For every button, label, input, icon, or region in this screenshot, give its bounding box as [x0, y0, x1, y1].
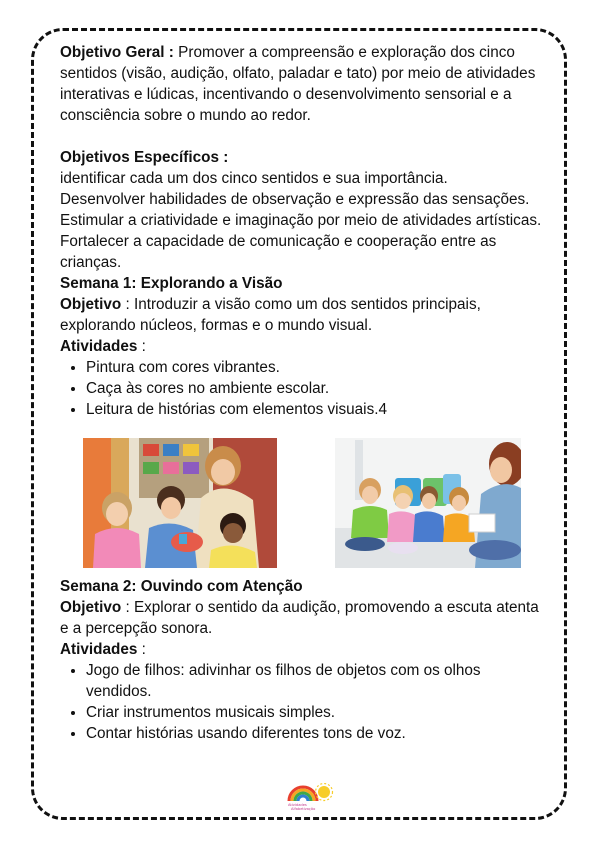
semana1-atividades-label: Atividades — [60, 338, 138, 355]
semana2-atividades-label: Atividades — [60, 641, 138, 658]
photo-reading — [335, 438, 521, 568]
semana1-objetivo-label: Objetivo — [60, 296, 122, 313]
objetivo-especifico-item: Fortalecer a capacidade de comunicação e cooperação entre as crianças. — [60, 233, 497, 271]
brand-logo — [285, 783, 335, 811]
objetivo-especifico-item: Desenvolver habilidades de observação e expressão das sensações. — [60, 191, 530, 208]
photo-reading-illustration — [335, 438, 521, 568]
semana1-atividades-heading — [60, 336, 550, 357]
semana1-title: Semana 1: Explorando a Visão — [60, 275, 283, 292]
photo-crafts-illustration — [83, 438, 277, 568]
semana2-objetivo-label: Objetivo — [60, 599, 122, 616]
objetivo-especifico-item: Estimular a criatividade e imaginação por meio de atividades artísticas. — [60, 212, 542, 229]
semana2-atividades-heading — [60, 639, 550, 660]
photo-crafts — [83, 438, 277, 568]
objetivo-geral-paragraph — [60, 42, 550, 126]
objetivo-geral-text: Promover a compreensão e exploração dos cinco sentidos (visão, audição, olfato, paladar e tato) por meio de atividades interativas e lúdicas, incentivando o desenvolvimento sensorial e a consciência sobre o mundo ao redor. — [60, 44, 536, 124]
semana2-objetivo-text: : Explorar o sentido da audição, promovendo a escuta atenta e a percepção sonora. — [60, 599, 539, 637]
semana1-objetivo-text: : Introduzir a visão como um dos sentidos principais, explorando núcleos, formas e o mundo visual. — [60, 296, 481, 334]
semana2-atividades-list — [60, 660, 550, 744]
logo-line2: Alfabetização — [291, 807, 316, 811]
semana2-objetivo — [60, 597, 550, 639]
semana1-atividades-colon: : — [137, 338, 146, 355]
list-item: • Caça às cores no ambiente escolar. — [86, 378, 550, 399]
photo-row — [60, 438, 550, 570]
list-item: • Criar instrumentos musicais simples. — [86, 702, 550, 723]
list-item: • Jogo de filhos: adivinhar os filhos de objetos com os olhos vendidos. — [86, 660, 550, 702]
rainbow-sun-logo — [285, 783, 335, 811]
list-item: • Pintura com cores vibrantes. — [86, 357, 550, 378]
objetivo-especifico-item: identificar cada um dos cinco sentidos e sua importância. — [60, 170, 448, 187]
semana1-objetivo — [60, 294, 550, 336]
lesson-plan-content — [60, 42, 550, 744]
semana2-atividades-colon: : — [137, 641, 146, 658]
list-item: • Contar histórias usando diferentes tons de voz. — [86, 723, 550, 744]
list-item: • Leitura de histórias com elementos visuais.4 — [86, 399, 550, 420]
logo-line1: Atividades — [288, 803, 307, 807]
objetivos-especificos-heading: Objetivos Específicos : — [60, 149, 229, 166]
semana2-title: Semana 2: Ouvindo com Atenção — [60, 578, 303, 595]
objetivo-geral-label: Objetivo Geral : — [60, 44, 174, 61]
semana1-atividades-list — [60, 357, 550, 420]
